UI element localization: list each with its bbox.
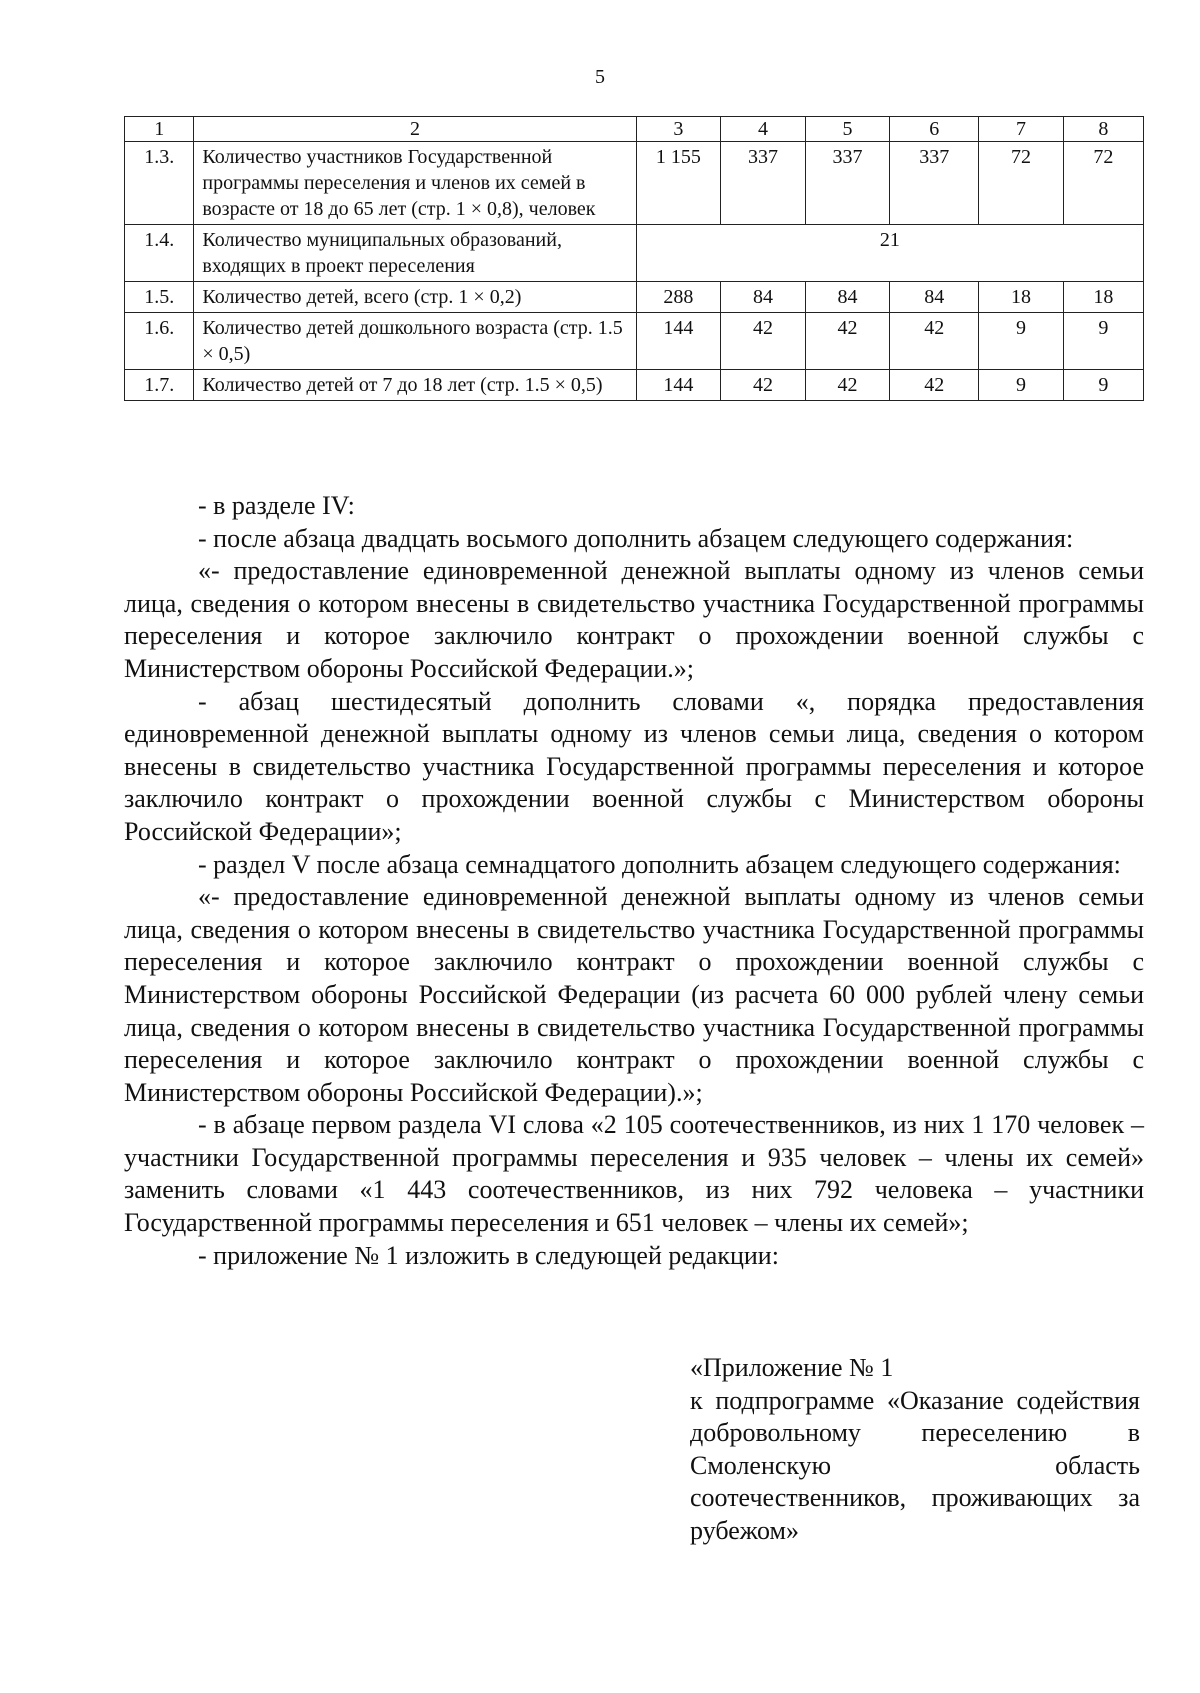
header-cell: 7 [979,117,1064,142]
row-value: 9 [1063,370,1143,401]
header-cell: 5 [805,117,890,142]
table-row [125,370,1144,401]
row-value: 84 [805,282,890,313]
row-value: 42 [890,313,979,370]
row-number: 1.3. [125,142,194,225]
paragraph: «- предоставление единовременной денежной выплаты одному из членов семьи лица, сведения о котором внесены в свидетельство участника Государственной программы переселения и которое заключило контракт о прохождении военной службы с Министерством обороны Российской Федерации (из расчета 60 000 рублей члену семьи лица, сведения о котором внесены в свидетельство участника Государственной программы переселения и которое заключило контракт о прохождении военной службы с Министерством обороны Российской Федерации).»; [124,882,1144,1107]
row-value: 42 [721,370,806,401]
row-value: 1 155 [636,142,721,225]
row-value: 9 [979,370,1064,401]
row-value: 144 [636,313,721,370]
appendix-heading [690,1352,1140,1548]
paragraph: - в абзаце первом раздела VI слова «2 105 соотечественников, из них 1 170 человек – участники Государственной программы переселения и 935 человек – члены их семей» заменить словами «1 443 соотечественников, из них 792 человека – участники Государственной программы переселения и 651 человек – члены их семей»; [124,1110,1144,1238]
paragraph: - абзац шестидесятый дополнить словами «, порядка предоставления единовременной денежной выплаты одному из членов семьи лица, сведения о котором внесены в свидетельство участника Государственной программы переселения и которое заключило контракт о прохождении военной службы с Министерством обороны Российской Федерации»; [124,686,1144,846]
data-table [124,116,1144,401]
table-header-row [125,117,1144,142]
row-value: 72 [1063,142,1143,225]
row-value: 18 [979,282,1064,313]
paragraph: - после абзаца двадцать восьмого дополнить абзацем следующего содержания: [198,523,1074,553]
header-cell: 3 [636,117,721,142]
table-row [125,225,1144,282]
table-row [125,142,1144,225]
row-value: 288 [636,282,721,313]
row-value: 42 [890,370,979,401]
row-label: Количество детей, всего (стр. 1 × 0,2) [194,282,636,313]
row-value: 42 [805,370,890,401]
header-cell: 1 [125,117,194,142]
paragraph: - приложение № 1 изложить в следующей редакции: [198,1240,779,1270]
row-label: Количество детей от 7 до 18 лет (стр. 1.5 × 0,5) [194,370,636,401]
row-label: Количество муниципальных образований, входящих в проект переселения [194,225,636,282]
header-cell: 2 [194,117,636,142]
row-number: 1.5. [125,282,194,313]
row-value: 72 [979,142,1064,225]
row-number: 1.7. [125,370,194,401]
row-value: 84 [890,282,979,313]
header-cell: 6 [890,117,979,142]
paragraph: - в разделе IV: [198,491,355,520]
table-row [125,313,1144,370]
row-value: 42 [721,313,806,370]
page-number: 5 [595,66,605,88]
paragraph: - раздел V после абзаца семнадцатого дополнить абзацем следующего содержания: [198,849,1121,879]
row-value: 337 [805,142,890,225]
paragraph: «- предоставление единовременной денежной выплаты одному из членов семьи лица, сведения о котором внесены в свидетельство участника Государственной программы переселения и которое заключило контракт о прохождении военной службы с Министерством обороны Российской Федерации.»; [124,556,1144,683]
row-label: Количество детей дошкольного возраста (стр. 1.5 × 0,5) [194,313,636,370]
body-text [124,490,1144,1272]
row-number: 1.4. [125,225,194,282]
row-number: 1.6. [125,313,194,370]
row-value: 337 [721,142,806,225]
appendix-title: «Приложение № 1 [690,1353,894,1382]
row-value: 144 [636,370,721,401]
row-label: Количество участников Государственной программы переселения и членов их семей в возрасте от 18 до 65 лет (стр. 1 × 0,8), человек [194,142,636,225]
row-span-value: 21 [636,225,1143,282]
row-value: 337 [890,142,979,225]
table-row [125,282,1144,313]
row-value: 9 [1063,313,1143,370]
header-cell: 8 [1063,117,1143,142]
appendix-text: к подпрограмме «Оказание содействия добровольному переселению в Смоленскую область соотечественников, проживающих за рубежом» [690,1385,1140,1545]
row-value: 9 [979,313,1064,370]
row-value: 18 [1063,282,1143,313]
header-cell: 4 [721,117,806,142]
row-value: 42 [805,313,890,370]
row-value: 84 [721,282,806,313]
